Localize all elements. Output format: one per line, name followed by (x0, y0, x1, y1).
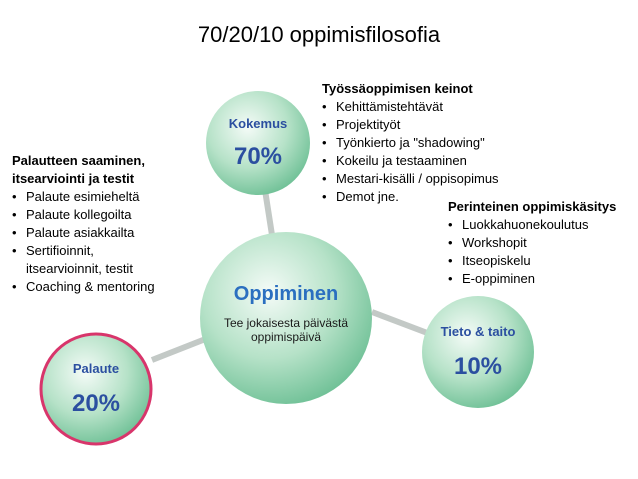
center-subtitle: Tee jokaisesta päivästä oppimispäivä (223, 316, 349, 344)
list-item: • Mestari-kisälli / oppisopimus (322, 170, 562, 188)
tyossaoppiminen-block (322, 80, 562, 206)
list-item: • Palaute esimieheltä (12, 188, 198, 206)
list-item: • Kokeilu ja testaaminen (322, 152, 562, 170)
list-item-text-cont: itsearvioinnit, testit (26, 261, 133, 276)
tyossaoppiminen-list (322, 98, 562, 206)
center-title: Oppiminen (233, 283, 339, 305)
list-item: • Työnkierto ja "shadowing" (322, 134, 562, 152)
palautteen-list (12, 188, 198, 296)
perinteinen-list (448, 216, 636, 288)
list-item (12, 242, 198, 278)
palautteen-block (12, 152, 198, 296)
palaute-node (44, 361, 148, 418)
palautteen-header-1: Palautteen saaminen, (12, 153, 145, 168)
kokemus-label: Kokemus (228, 116, 288, 131)
page-title: 70/20/10 oppimisfilosofia (197, 22, 441, 47)
tieto-label: Tieto & taito (440, 324, 516, 339)
center-node (200, 283, 372, 344)
list-item: • Palaute kollegoilta (12, 206, 198, 224)
list-item: • Coaching & mentoring (12, 278, 198, 296)
perinteinen-block (448, 198, 636, 288)
list-item: • Palaute asiakkailta (12, 224, 198, 242)
perinteinen-header: Perinteinen oppimiskäsitys (448, 199, 617, 214)
connector-kokemus (265, 190, 272, 235)
kokemus-node (206, 116, 310, 171)
tieto-node (422, 324, 534, 381)
palaute-label: Palaute (72, 361, 120, 376)
palaute-percent: 20% (71, 390, 121, 417)
list-item: • Kehittämistehtävät (322, 98, 562, 116)
kokemus-percent: 70% (233, 143, 283, 170)
tyossaoppiminen-header: Työssäoppimisen keinot (322, 81, 473, 96)
list-item: • Itseopiskelu (448, 252, 636, 270)
list-item: • Workshopit (448, 234, 636, 252)
list-item: • Projektityöt (322, 116, 562, 134)
list-item: • Demot jne. (322, 188, 562, 206)
list-item: • Luokkahuonekoulutus (448, 216, 636, 234)
palautteen-header-2: itsearviointi ja testit (12, 171, 135, 186)
list-item-text: Sertifioinnit, (26, 243, 94, 258)
list-item: • E-oppiminen (448, 270, 636, 288)
tieto-percent: 10% (453, 353, 503, 380)
